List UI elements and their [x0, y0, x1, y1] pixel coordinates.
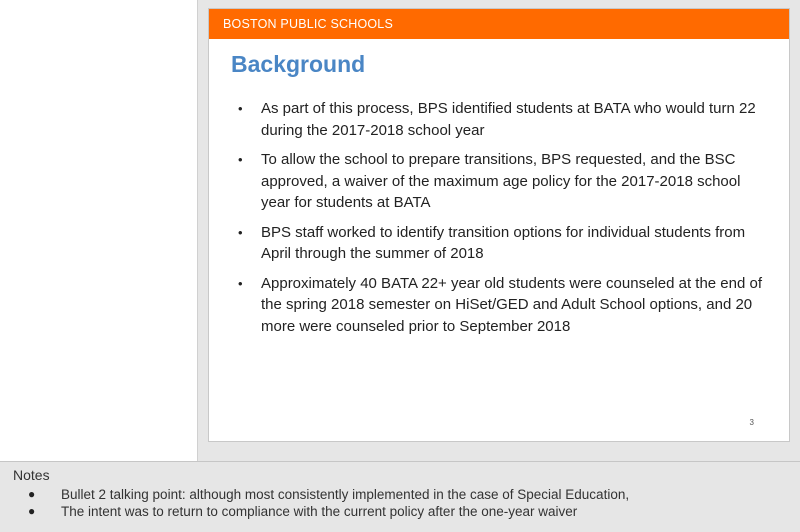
bullet-icon: • [238, 224, 243, 240]
notes-list-item [0, 486, 629, 503]
bullet-icon: ● [28, 504, 36, 518]
slide-bullet-text: To allow the school to prepare transitions, BPS requested, and the BSC approved, a waiver of the maximum age policy for the 2017-2018 school year for students at BATA [261, 151, 741, 211]
slide-bullet-text: BPS staff worked to identify transition options for individual students from April through the summer of 2018 [261, 223, 746, 262]
slide-bullet [231, 98, 771, 141]
notes-list[interactable] [0, 486, 629, 520]
slide-title[interactable]: Background [231, 51, 366, 77]
slide-bullet-text: Approximately 40 BATA 22+ year old students were counseled at the end of the spring 2018 semester on HiSet/GED and Adult School options, and 20 more were counseled prior to September 2018 [261, 274, 762, 335]
notes-title: Notes [13, 467, 50, 483]
notes-item-text: The intent was to return to compliance with the current policy after the one-year waiver [61, 504, 578, 519]
notes-item-text: Bullet 2 talking point: although most consistently implemented in the case of Special Education, [61, 487, 630, 502]
slide-bullet-text: As part of this process, BPS identified students at BATA who would turn 22 during the 2017-2018 school year [261, 100, 756, 139]
slide-bullet [231, 273, 771, 338]
slide-bullet-list[interactable] [231, 98, 771, 345]
slide-header-bar [209, 9, 789, 39]
bullet-icon: • [238, 152, 243, 167]
bullet-icon: • [238, 275, 243, 291]
notes-pane[interactable] [0, 461, 800, 532]
slide-bullet [231, 222, 771, 265]
slide-page-number: 3 [749, 418, 754, 427]
slide[interactable] [208, 8, 790, 442]
bullet-icon: • [238, 101, 243, 116]
left-gutter [0, 0, 198, 461]
slide-header-text[interactable]: BOSTON PUBLIC SCHOOLS [223, 17, 393, 31]
slide-bullet [231, 149, 771, 214]
notes-list-item [0, 503, 629, 520]
bullet-icon: ● [28, 487, 36, 501]
